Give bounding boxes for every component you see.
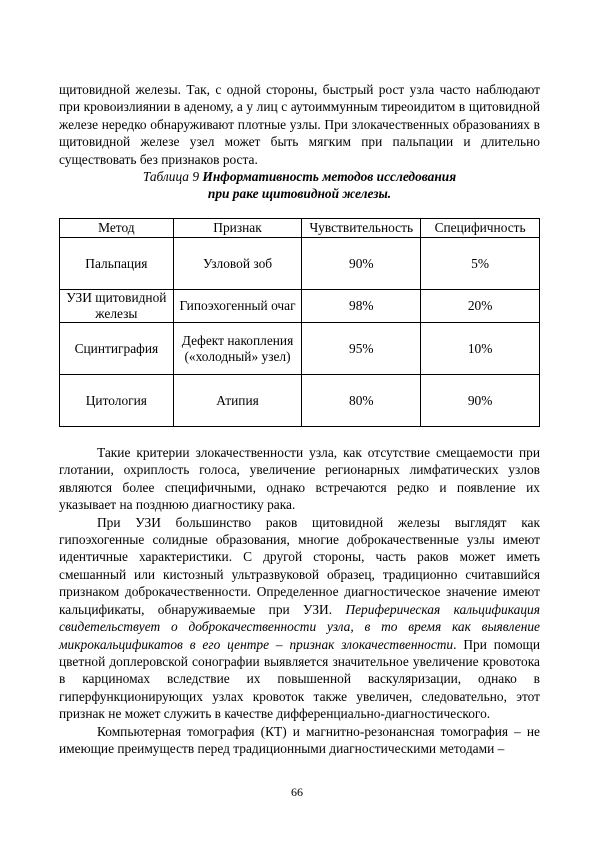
table-caption-label: Таблица 9 <box>142 169 200 185</box>
methods-table <box>59 218 540 427</box>
paragraph-3-part1: При УЗИ большинство раков щитовидной железы выглядят как гипоэхогенные солидные образования, многие доброкачественные узлы имеют идентичные характеристики. С другой стороны, часть раков может иметь смешанный или кистозный ультразвуковой образец, традиционно считавшийся признаком доброкачественности. Определенное диагностическое значение имеют кальцификаты, обнаруживаемые при УЗИ. <box>59 514 540 617</box>
paragraph-3 <box>59 514 540 723</box>
cell-specificity: 20% <box>421 290 540 323</box>
header-sign: Признак <box>173 219 302 238</box>
cell-sign: Узловой зоб <box>173 238 302 290</box>
cell-sensitivity: 98% <box>302 290 421 323</box>
paragraph-2: Такие критерии злокачественности узла, как отсутствие смещаемости при глотании, охриплость голоса, увеличение регионарных лимфатических узлов являются более специфичными, однако встречаются редко и появление их указывает на позднюю диагностику рака. <box>59 445 540 513</box>
header-method: Метод <box>60 219 174 238</box>
cell-sensitivity: 80% <box>302 375 421 427</box>
table-caption <box>59 168 540 185</box>
paragraph-4: Компьютерная томография (КТ) и магнитно-резонансная томография – не имеющие преимуществ перед традиционными диагностическими методами – <box>59 723 540 756</box>
cell-method: Сцинтиграфия <box>60 323 174 375</box>
table-row <box>60 238 540 290</box>
paragraph-3-italic: Периферическая кальцификация свидетельствует о доброкачественности узла, в то время как выявление микрокальцификатов в его центре – признак злокачественности <box>59 601 540 652</box>
cell-method: Цитология <box>60 375 174 427</box>
cell-specificity: 90% <box>421 375 540 427</box>
table-row <box>60 375 540 427</box>
page-body <box>59 81 540 757</box>
table-header-row <box>60 219 540 238</box>
page-number: 66 <box>291 785 303 799</box>
header-sensitivity: Чувствительность <box>302 219 421 238</box>
paragraph-3-part2: . При помощи цветной доплеровской сонографии выявляется значительное увеличение кровотока в карциномах вследствие их повышенной васкуляризации, однако в гиперфункционирующих узлах кровоток также увеличен, следовательно, этот признак не может служить в качестве дифференциально-диагностического. <box>59 636 540 722</box>
table-caption-title-line2: при раке щитовидной железы. <box>207 186 392 202</box>
cell-sign: Гипоэхогенный очаг <box>173 290 302 323</box>
table-caption-line2 <box>59 185 540 202</box>
table-caption-title-line1: Информативность методов исследования <box>202 169 457 185</box>
intro-paragraph: щитовидной железы. Так, с одной стороны, быстрый рост узла часто наблюдают при кровоизлиянии в аденому, а у лиц с аутоиммунным тиреоидитом в щитовидной железе нередко обнаруживают плотные узлы. При злокачественных образованиях в щитовидной железе узел может быть мягким при пальпации и длительно существовать без признаков роста. <box>59 82 540 167</box>
table-row <box>60 323 540 375</box>
header-specificity: Специфичность <box>421 219 540 238</box>
cell-sensitivity: 90% <box>302 238 421 290</box>
cell-sign: Дефект накопления («холодный» узел) <box>173 323 302 375</box>
cell-method: Пальпация <box>60 238 174 290</box>
cell-method: УЗИ щитовидной железы <box>60 290 174 323</box>
cell-sensitivity: 95% <box>302 323 421 375</box>
cell-sign: Атипия <box>173 375 302 427</box>
table-row <box>60 290 540 323</box>
cell-specificity: 10% <box>421 323 540 375</box>
cell-specificity: 5% <box>421 238 540 290</box>
